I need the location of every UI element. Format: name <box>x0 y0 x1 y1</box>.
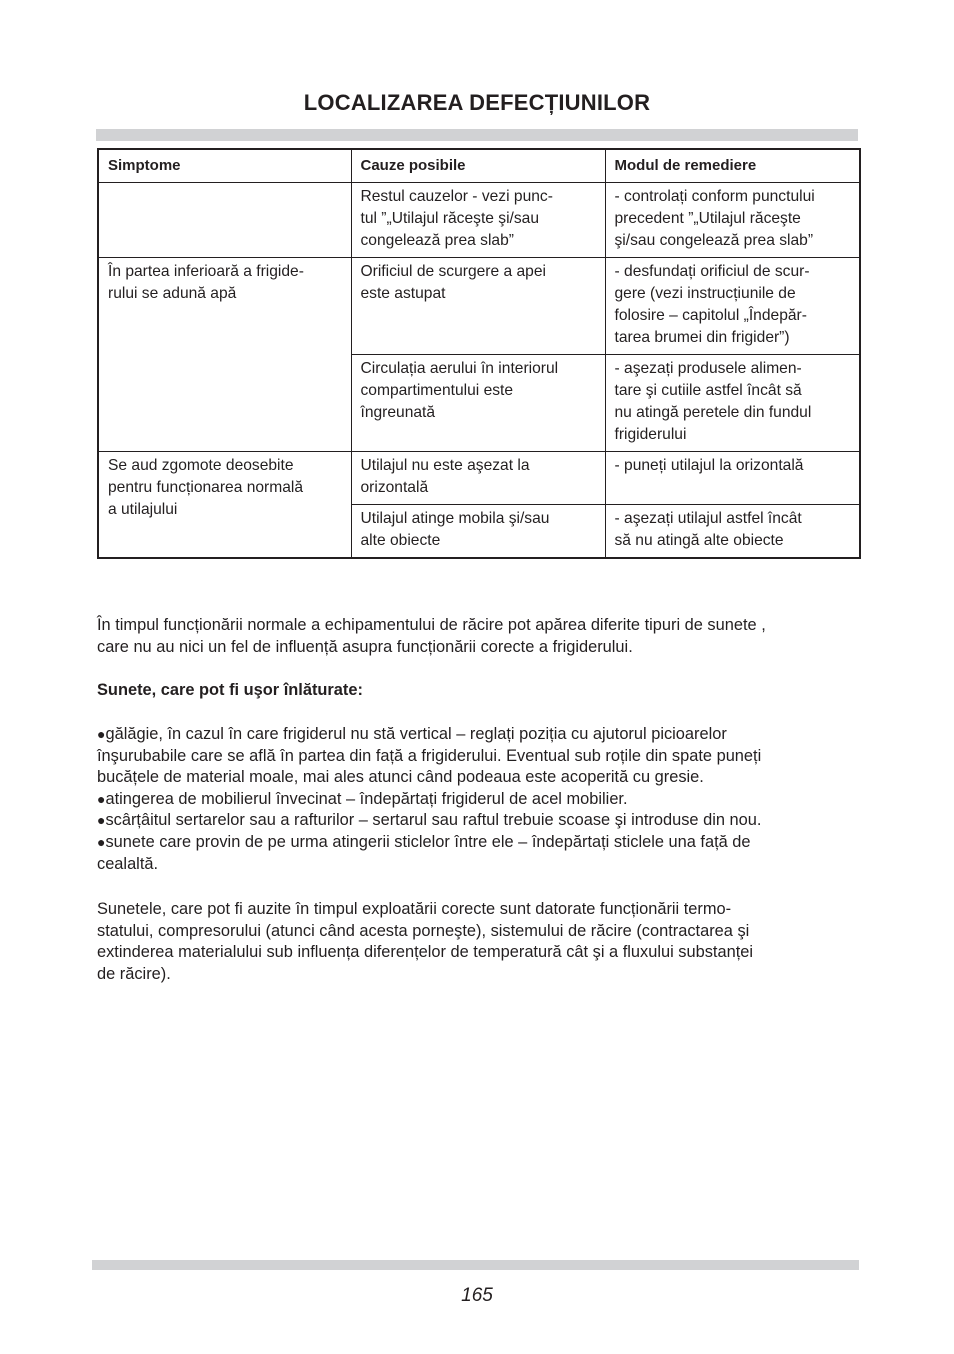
remedy-cell: - desfundați orificiul de scur- gere (vezi instrucțiunile de folosire – capitolul „Îndepăr- tarea brumei din frigider”) <box>605 258 860 355</box>
list-item: ●atingerea de mobilierul învecinat – îndepărtați frigiderul de acel mobilier. <box>97 789 628 808</box>
bullet-icon: ● <box>97 812 106 829</box>
sounds-list <box>97 724 857 875</box>
header-remedy: Modul de remediere <box>605 149 860 183</box>
sounds-subheading: Sunete, care pot fi uşor înlăturate: <box>97 681 363 699</box>
title-divider <box>96 129 858 141</box>
bullet-icon: ● <box>97 790 106 807</box>
remedy-cell: - aşezați produsele alimen- tare şi cutiile astfel încât să nu atingă peretele din fundul frigiderului <box>605 355 860 452</box>
table-row <box>98 452 860 505</box>
bullet-icon: ● <box>97 833 106 850</box>
cause-cell: Restul cauzelor - vezi punc- tul ”„Utilajul răceşte şi/sau congelează prea slab” <box>351 183 605 258</box>
closing-paragraph: Sunetele, care pot fi auzite în timpul exploatării corecte sunt datorate funcționării termo- statului, compresorului (atunci când acesta porneşte), sistemului de răcire (contractarea şi extinderea materialului sub influența diferențelor de temperatură cât şi a fluxului substanței de răcire). <box>97 900 754 983</box>
cause-cell: Circulația aerului în interiorul compartimentului este îngreunată <box>351 355 605 452</box>
list-item: ●gălăgie, în cazul în care frigiderul nu stă vertical – reglați poziția cu ajutorul picioarelor înşurubabile care se află în partea din față a frigiderului. Eventual sub roțile din spate puneți bucățele de material moale, mai ales atunci când podeaua este acoperită cu gresie. <box>97 725 762 787</box>
cause-cell: Utilajul atinge mobila şi/sau alte obiecte <box>351 505 605 559</box>
table-row <box>98 183 860 258</box>
page-title: LOCALIZAREA DEFECȚIUNILOR <box>303 90 651 115</box>
symptom-cell <box>98 183 351 258</box>
troubleshooting-table <box>97 148 861 559</box>
table-row <box>98 258 860 355</box>
bullet-icon: ● <box>97 726 106 742</box>
remedy-cell: - aşezați utilajul astfel încât să nu atingă alte obiecte <box>605 505 860 559</box>
cause-cell: Utilajul nu este aşezat la orizontală <box>351 452 605 505</box>
list-item: ●scârțâitul sertarelor sau a rafturilor – sertarul sau raftul trebuie scoase şi introduse din nou. <box>97 811 762 830</box>
footer-divider <box>92 1260 859 1270</box>
symptom-cell: În partea inferioară a frigide- rului se adună apă <box>98 258 351 452</box>
symptom-cell: Se aud zgomote deosebite pentru funcționarea normală a utilajului <box>98 452 351 559</box>
header-symptoms: Simptome <box>98 149 351 183</box>
table-header-row <box>98 149 860 183</box>
page-number: 165 <box>461 1285 493 1306</box>
header-causes: Cauze posibile <box>351 149 605 183</box>
remedy-cell: - puneți utilajul la orizontală <box>605 452 860 505</box>
cause-cell: Orificiul de scurgere a apei este astupat <box>351 258 605 355</box>
remedy-cell: - controlați conform punctului precedent ”„Utilajul răceşte şi/sau congelează prea slab” <box>605 183 860 258</box>
intro-paragraph: În timpul funcționării normale a echipamentului de răcire pot apărea diferite tipuri de sunete , care nu au nici un fel de influență asupra funcționării corecte a frigiderului. <box>97 616 766 656</box>
list-item: ●sunete care provin de pe urma atingerii sticlelor între ele – îndepărtați sticlele una față de cealaltă. <box>97 832 751 873</box>
